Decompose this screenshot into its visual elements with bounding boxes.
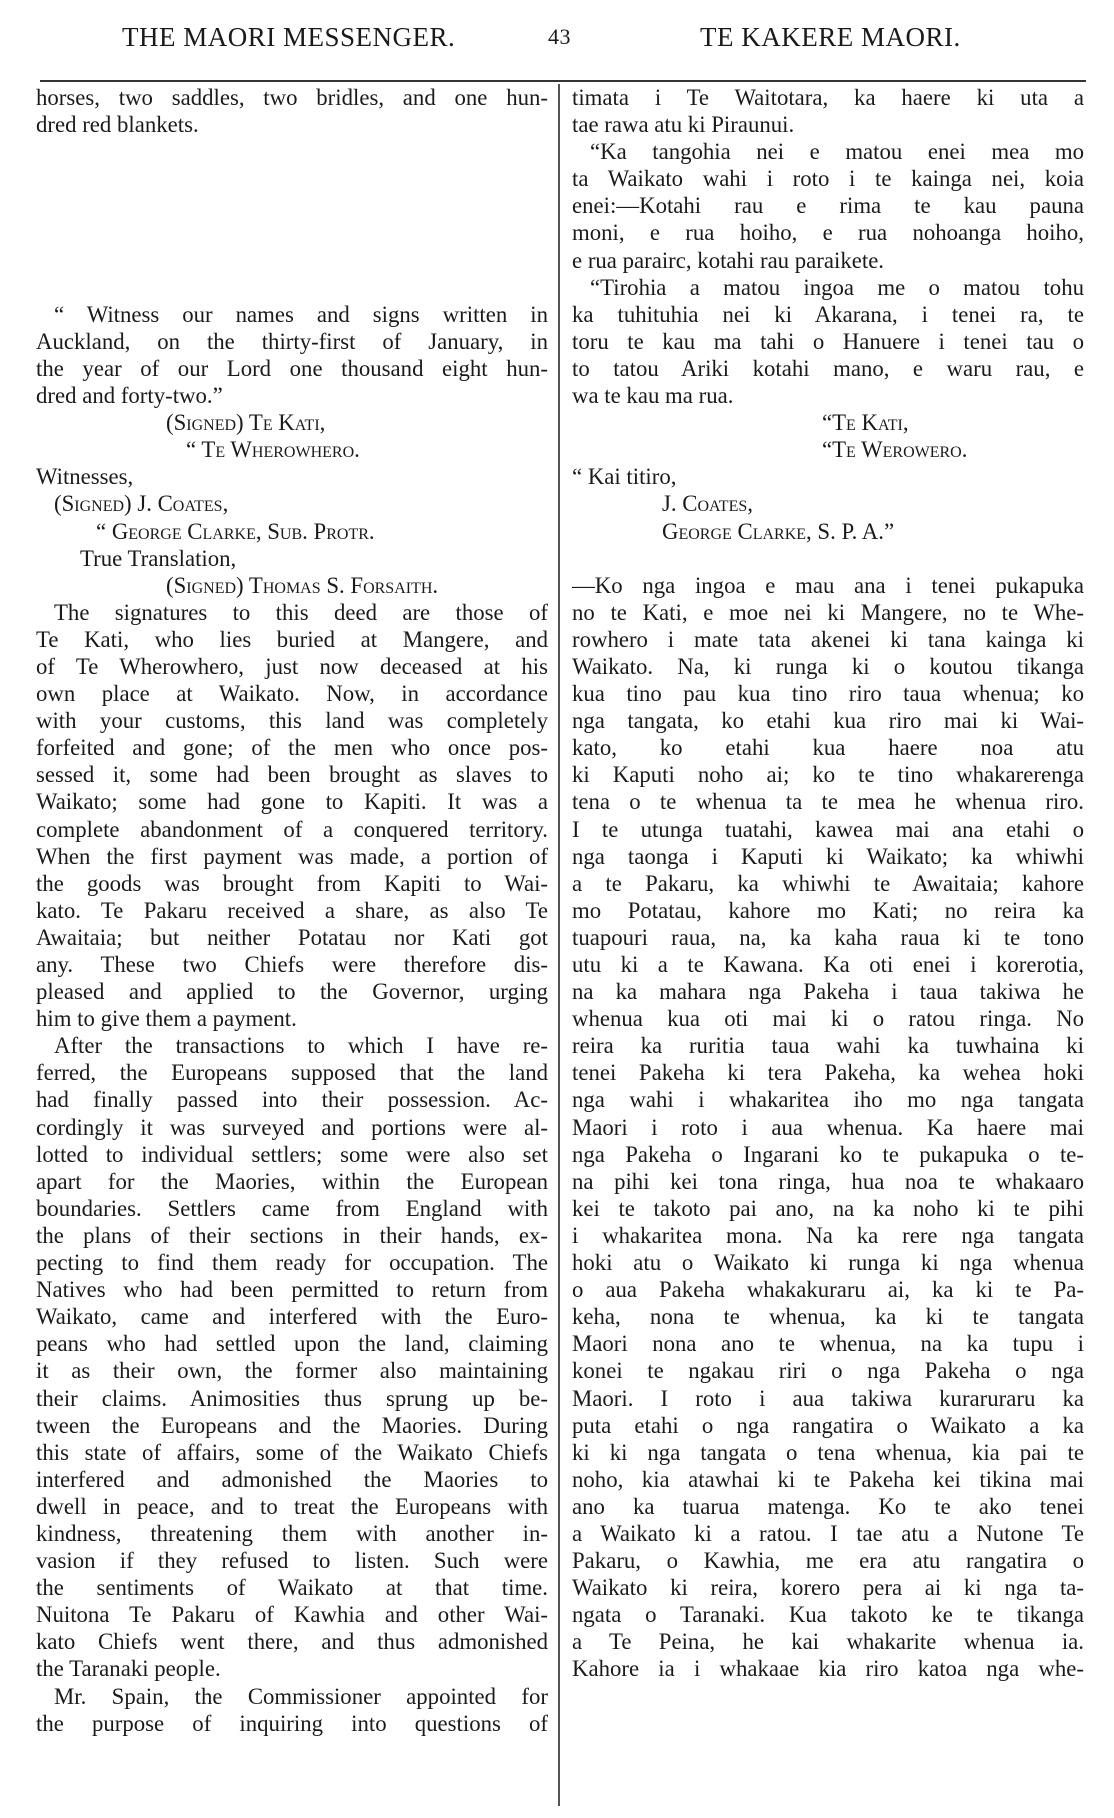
text-line: dwell in peace, and to treat the Europeans with <box>36 1493 548 1519</box>
text-line: Maori nona ano te whenua, na ka tupu i <box>572 1331 1084 1357</box>
text-line: “Te Kati, <box>822 410 909 436</box>
text-line: pleased and applied to the Governor, urging <box>36 979 548 1005</box>
text-line: ta Waikato wahi i roto i te kainga nei, koia <box>572 166 1084 192</box>
text-line: i whakaritea mona. Na ka rere nga tangata <box>572 1222 1084 1248</box>
text-line: dred red blankets. <box>36 112 199 138</box>
blank-line <box>36 219 548 246</box>
text-line: the purpose of inquiring into questions of <box>36 1710 548 1736</box>
text-line: o aua Pakeha whakakuraru ai, ka ki te Pa- <box>572 1277 1084 1303</box>
text-line: cordingly it was surveyed and portions were al- <box>36 1114 548 1140</box>
text-line: Maori. I roto i aua takiwa kuraruraru ka <box>572 1385 1084 1411</box>
text-line: boundaries. Settlers came from England with <box>36 1195 548 1221</box>
text-line: moni, e rua hoiho, e rua nohoanga hoiho, <box>572 220 1084 246</box>
text-line: J. Coates, <box>662 491 753 517</box>
text-line: their claims. Animosities thus sprung up be- <box>36 1385 548 1411</box>
text-line: After the transactions to which I have re- <box>54 1033 548 1059</box>
text-line: When the first payment was made, a portion of <box>36 843 548 869</box>
text-line: Witnesses, <box>36 464 134 490</box>
text-line: Te Kati, who lies buried at Mangere, and <box>36 626 548 652</box>
text-line: Waikato; some had gone to Kapiti. It was a <box>36 789 548 815</box>
text-line: tae rawa atu ki Piraunui. <box>572 112 795 138</box>
text-line: utu ki a te Kawana. Ka oti enei i korerotia, <box>572 952 1084 977</box>
text-line: “ Kai titiro, <box>572 464 677 490</box>
text-line: this state of affairs, some of the Waikato Chiefs <box>36 1439 548 1465</box>
text-line: sessed it, some had been brought as slaves to <box>36 762 548 788</box>
blank-line <box>36 165 548 192</box>
text-line: the year of our Lord one thousand eight hun- <box>36 355 548 381</box>
text-line: timata i Te Waitotara, ka haere ki uta a <box>572 85 1084 110</box>
text-line: enei:—Kotahi rau e rima te kau pauna <box>572 193 1084 219</box>
text-line: any. These two Chiefs were therefore dis- <box>36 952 548 977</box>
text-line: kindness, threatening them with another in- <box>36 1520 548 1546</box>
text-line: keha, nona te whenua, ka ki te tangata <box>572 1304 1084 1330</box>
text-line: tuapouri raua, na, ka kaha raua ki te tono <box>572 924 1084 950</box>
text-line: ka tuhituhia nei ki Akarana, i tenei ra, te <box>572 301 1084 327</box>
blank-line <box>36 274 548 301</box>
text-line: Waikato. Na, ki runga ki o koutou tikanga <box>572 653 1084 679</box>
blank-line <box>572 545 1084 572</box>
text-line: kato Chiefs went there, and thus admonished <box>36 1629 548 1655</box>
text-line: lotted to individual settlers; some were also set <box>36 1141 548 1167</box>
text-line: tween the Europeans and the Maories. During <box>36 1412 548 1438</box>
text-line: peans who had settled upon the land, claiming <box>36 1331 548 1357</box>
text-line: konei te ngakau riri o nga Pakeha o nga <box>572 1358 1084 1384</box>
text-line: kei te takoto pai ano, na ka noho ki te pihi <box>572 1195 1084 1221</box>
text-line: interfered and admonished the Maories to <box>36 1466 548 1492</box>
text-line: (Signed) Te Kati, <box>166 410 326 436</box>
column-divider <box>558 84 560 1806</box>
text-line: Kahore ia i whakaae kia riro katoa nga whe- <box>572 1656 1084 1682</box>
text-line: Mr. Spain, the Commissioner appointed for <box>54 1683 548 1709</box>
text-line: nga Pakeha o Ingarani ko te pukapuka o te- <box>572 1141 1084 1167</box>
text-line: ano ka tuarua matenga. Ko te ako tenei <box>572 1493 1084 1519</box>
text-line: “Ka tangohia nei e matou enei mea mo <box>590 139 1084 165</box>
text-line: Nuitona Te Pakaru of Kawhia and other Wai- <box>36 1602 548 1628</box>
text-line: horses, two saddles, two bridles, and one hun- <box>36 85 548 110</box>
running-head <box>0 22 1114 66</box>
text-line: with your customs, this land was completely <box>36 708 548 734</box>
blank-line <box>36 192 548 219</box>
text-line: “ Te Wherowhero. <box>186 437 360 463</box>
blank-line <box>36 138 548 165</box>
text-line: the goods was brought from Kapiti to Wai- <box>36 870 548 896</box>
text-line: a te Pakaru, ka whiwhi te Awaitaia; kahore <box>572 870 1084 896</box>
maori-title: TE KAKERE MAORI. <box>700 22 961 52</box>
text-line: apart for the Maories, within the European <box>36 1168 548 1194</box>
header-rule <box>40 80 1086 82</box>
text-line: dred and forty-two.” <box>36 383 223 409</box>
text-line: forfeited and gone; of the men who once pos- <box>36 735 548 761</box>
text-line: True Translation, <box>80 545 237 571</box>
text-line: “ Witness our names and signs written in <box>54 301 548 327</box>
page-number: 43 <box>548 24 571 49</box>
text-line: Pakaru, o Kawhia, me era atu rangatira o <box>572 1548 1084 1574</box>
text-line: na ka mahara nga Pakeha i taua takiwa he <box>572 979 1084 1005</box>
text-line: wa te kau ma rua. <box>572 383 734 409</box>
text-line: to tatou Ariki kotahi mano, e waru rau, e <box>572 355 1084 381</box>
text-line: the Taranaki people. <box>36 1656 221 1682</box>
maori-column <box>572 84 1084 1809</box>
text-line: tena o te whenua ta te mea he whenua riro. <box>572 789 1084 815</box>
text-line: it as their own, the former also maintaining <box>36 1358 548 1384</box>
text-line: puta etahi o nga rangatira o Waikato a ka <box>572 1412 1084 1438</box>
text-line: rowhero i mate tata akenei ki tana kainga ki <box>572 626 1084 652</box>
text-line: I te utunga tuatahi, kawea mai ana etahi o <box>572 816 1084 842</box>
text-line: Auckland, on the thirty-first of January, in <box>36 328 548 354</box>
text-line: pecting to find them ready for occupation. The <box>36 1250 548 1276</box>
text-line: the sentiments of Waikato at that time. <box>36 1575 548 1601</box>
text-line: “Te Werowero. <box>822 437 968 463</box>
text-line: Waikato, came and interfered with the Euro- <box>36 1304 548 1330</box>
text-line: of Te Wherowhero, just now deceased at his <box>36 653 548 679</box>
text-line: own place at Waikato. Now, in accordance <box>36 681 548 707</box>
text-line: Natives who had been permitted to return from <box>36 1277 548 1303</box>
text-line: —Ko nga ingoa e mau ana i tenei pukapuka <box>572 572 1084 598</box>
text-line: “ George Clarke, Sub. Protr. <box>96 518 375 544</box>
text-line: kato. Te Pakaru received a share, as also Te <box>36 897 548 923</box>
text-line: ferred, the Europeans supposed that the land <box>36 1060 548 1086</box>
text-line: (Signed) J. Coates, <box>54 491 229 517</box>
text-line: tenei Pakeha ki tera Pakeha, ka wehea hoki <box>572 1060 1084 1086</box>
text-line: (Signed) Thomas S. Forsaith. <box>166 572 439 598</box>
text-line: ki ki nga tangata o tena whenua, kia pai te <box>572 1439 1084 1465</box>
text-line: whenua kua oti mai ki o ratou ringa. No <box>572 1006 1084 1032</box>
text-line: “Tirohia a matou ingoa me o matou tohu <box>590 274 1084 300</box>
text-line: a Te Peina, he kai whakarite whenua ia. <box>572 1629 1084 1655</box>
text-line: noho, kia atawhai ki te Pakeha kei tikina mai <box>572 1466 1084 1492</box>
text-line: hoki atu o Waikato ki runga ki nga whenua <box>572 1250 1084 1276</box>
text-line: Waikato ki reira, korero pera ai ki nga ta- <box>572 1575 1084 1601</box>
text-line: George Clarke, S. P. A.” <box>662 518 895 544</box>
text-line: Awaitaia; but neither Potatau nor Kati got <box>36 924 548 950</box>
text-line: ngata o Taranaki. Kua takoto ke te tikanga <box>572 1602 1084 1628</box>
text-line: no te Kati, e moe nei ki Mangere, no te Whe- <box>572 599 1084 625</box>
text-line: na pihi kei tona ringa, hua noa te whakaaro <box>572 1168 1084 1194</box>
text-line: The signatures to this deed are those of <box>54 599 548 625</box>
text-line: complete abandonment of a conquered territory. <box>36 816 548 842</box>
text-line: vasion if they refused to listen. Such were <box>36 1548 548 1574</box>
english-column <box>36 84 548 1809</box>
text-line: had finally passed into their possession. Ac- <box>36 1087 548 1113</box>
text-line: ki Kaputi noho ai; ko te tino whakarerenga <box>572 762 1084 788</box>
text-line: e rua parairc, kotahi rau paraikete. <box>572 247 885 273</box>
text-line: the plans of their sections in their hands, ex- <box>36 1222 548 1248</box>
blank-line <box>36 247 548 274</box>
english-title: THE MAORI MESSENGER. <box>122 22 456 52</box>
text-line: kato, ko etahi kua haere noa atu <box>572 735 1084 761</box>
text-line: reira ka ruritia taua wahi ka tuwhaina ki <box>572 1033 1084 1059</box>
text-line: nga taonga i Kaputi ki Waikato; ka whiwhi <box>572 843 1084 869</box>
text-line: Maori i roto i aua whenua. Ka haere mai <box>572 1114 1084 1140</box>
text-line: toru te kau ma tahi o Hanuere i tenei tau o <box>572 328 1084 354</box>
text-line: nga tangata, ko etahi kua riro mai ki Wai- <box>572 708 1084 734</box>
text-line: him to give them a payment. <box>36 1006 297 1032</box>
text-line: mo Potatau, kahore mo Kati; no reira ka <box>572 897 1084 923</box>
text-line: nga wahi i whakaritea iho mo nga tangata <box>572 1087 1084 1113</box>
text-line: a Waikato ki a ratou. I tae atu a Nutone Te <box>572 1520 1084 1546</box>
text-line: kua tino pau kua tino riro taua whenua; ko <box>572 681 1084 707</box>
